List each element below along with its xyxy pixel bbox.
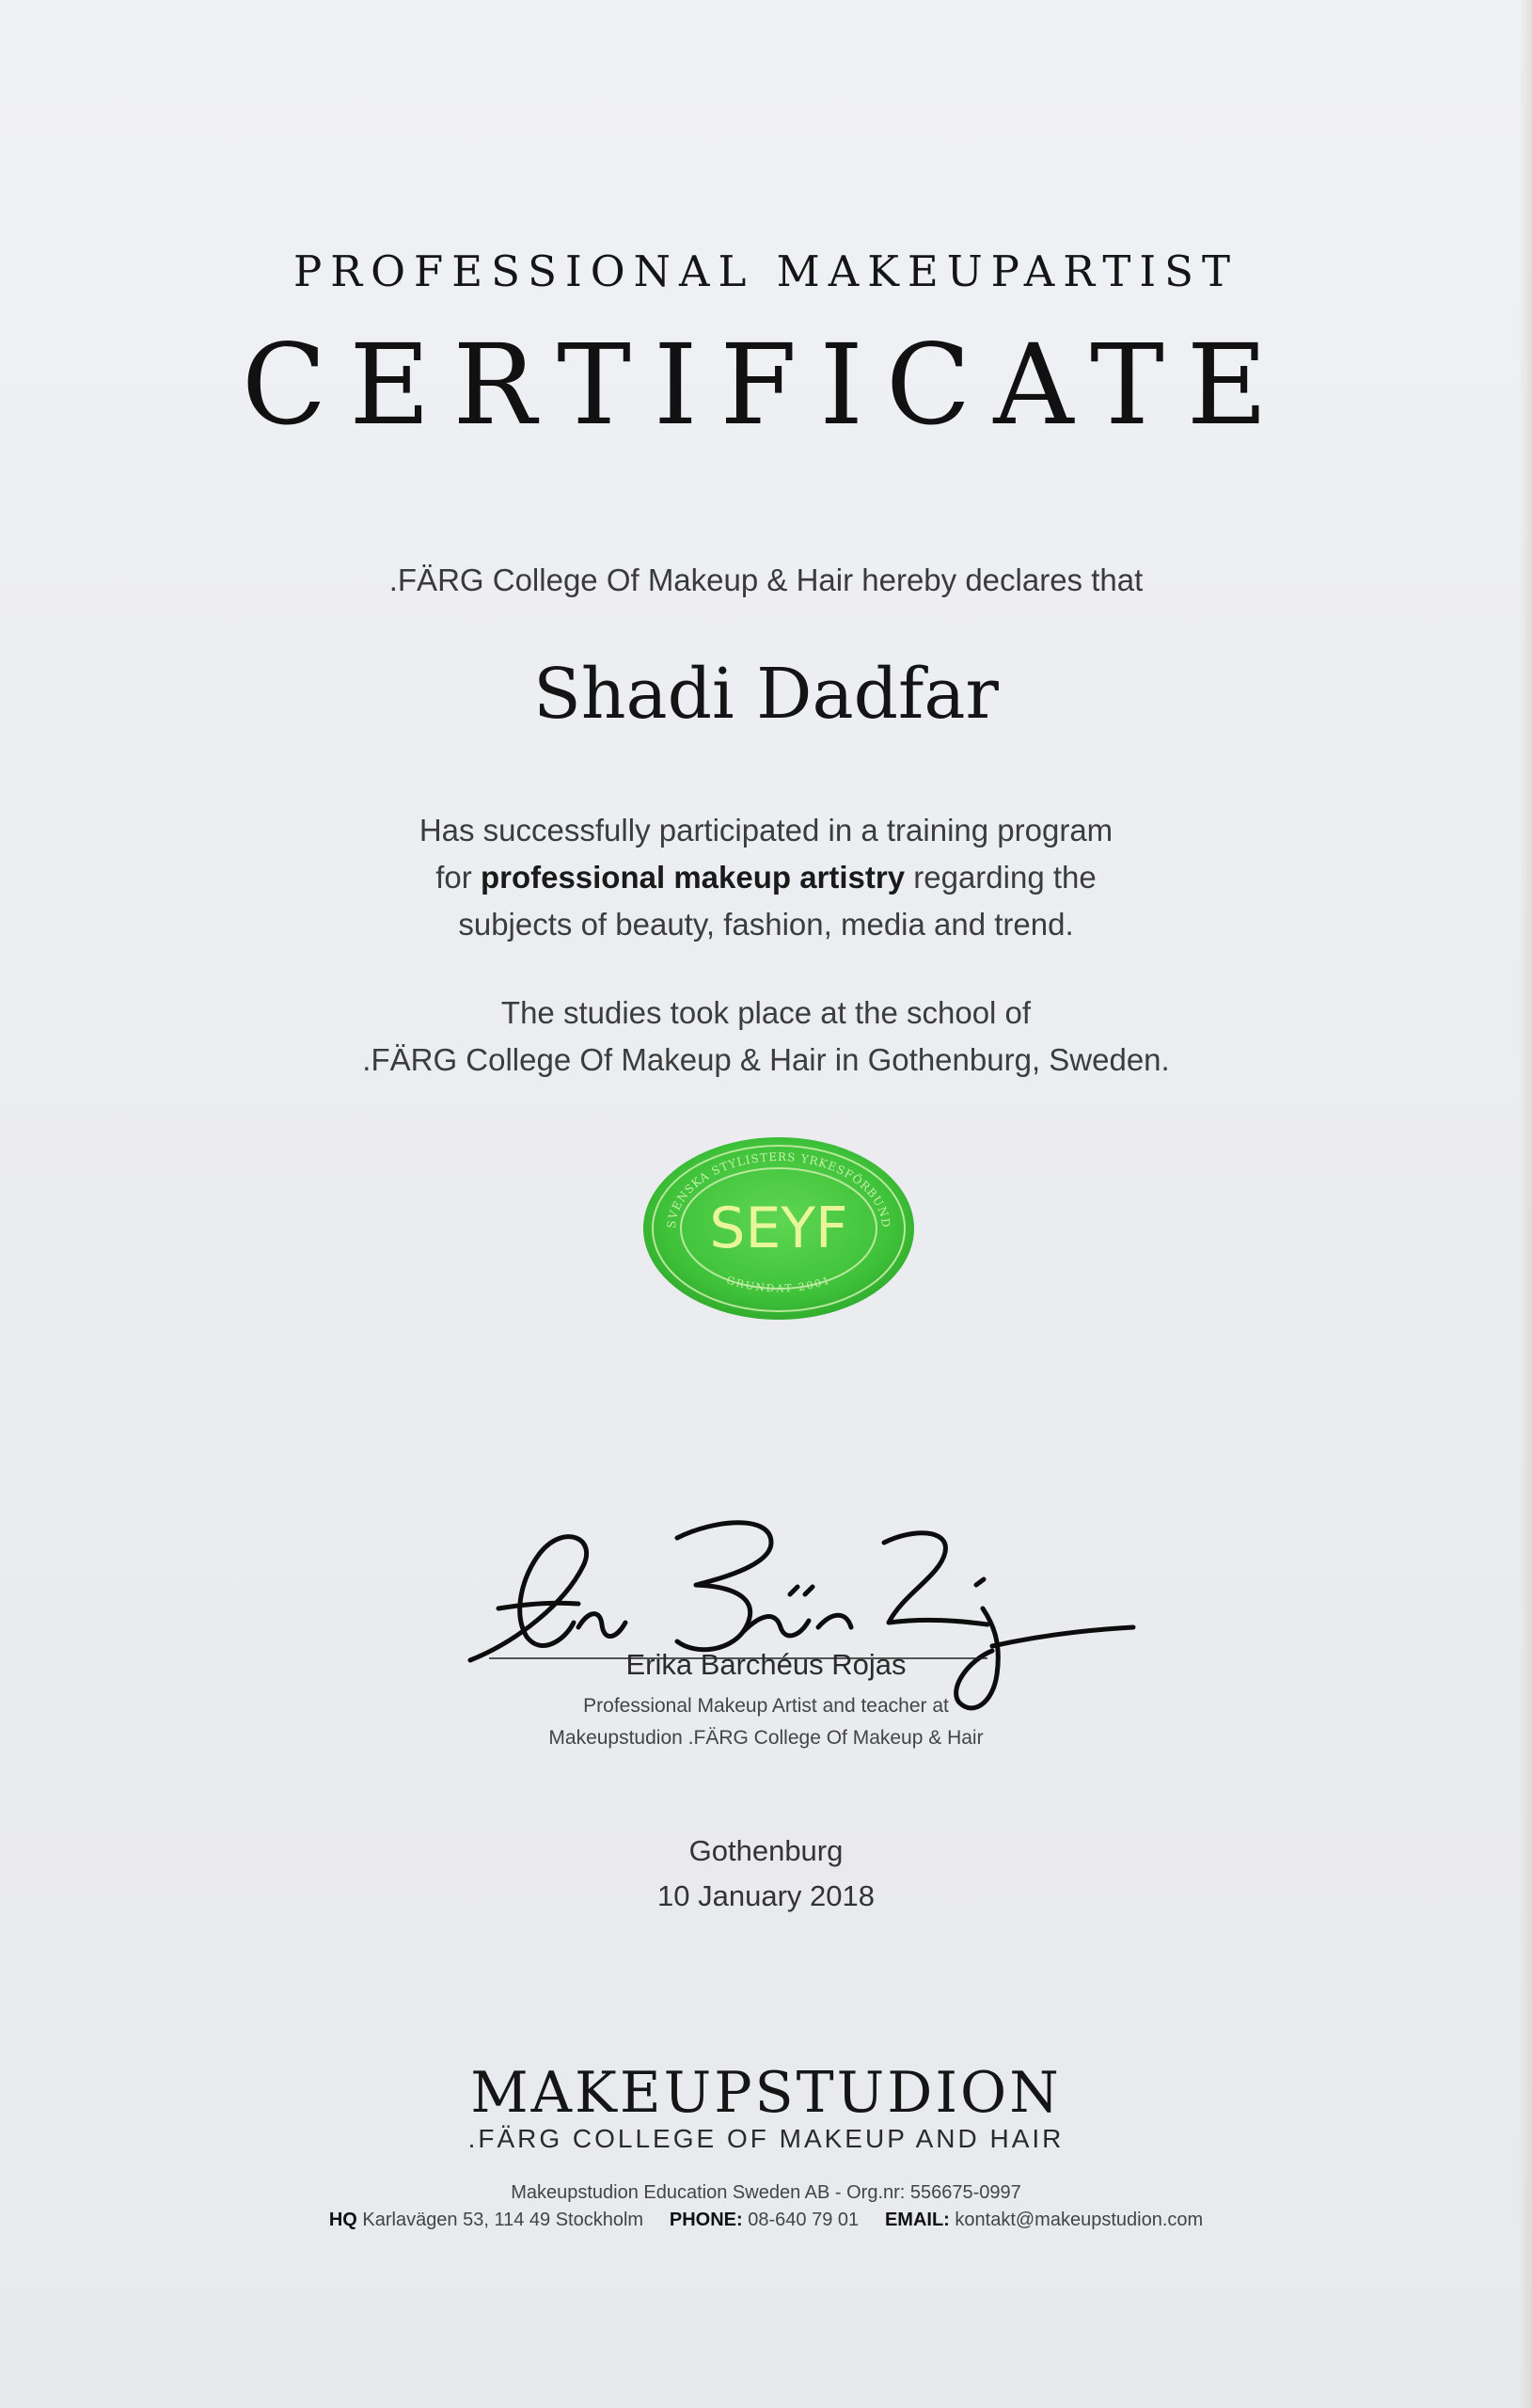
email-address: kontakt@makeupstudion.com bbox=[955, 2210, 1204, 2230]
signer-name: Erika Barchéus Rojas bbox=[625, 1648, 907, 1681]
phone-label: PHONE: bbox=[669, 2210, 743, 2230]
signature-stroke-ar bbox=[743, 1617, 809, 1636]
signature-stroke-tail bbox=[992, 1627, 1133, 1646]
issue-date: 10 January 2018 bbox=[657, 1879, 875, 1912]
signer-role-line-2: Makeupstudion .FÄRG College Of Makeup & Hair bbox=[548, 1727, 984, 1749]
participation-line-2-prefix: for bbox=[435, 860, 481, 895]
location-line-1: The studies took place at the school of bbox=[500, 995, 1032, 1030]
email-label: EMAIL: bbox=[884, 2210, 950, 2230]
location-paragraph bbox=[0, 990, 1532, 1084]
brand-subtitle: .FÄRG COLLEGE OF MAKEUP AND HAIR bbox=[467, 2124, 1065, 2153]
signature-stroke-c bbox=[818, 1615, 851, 1627]
signature-image bbox=[461, 1500, 1138, 1726]
declaration-text: .FÄRG College Of Makeup & Hair hereby declares that bbox=[388, 562, 1144, 597]
hq-address: Karlavägen 53, 114 49 Stockholm bbox=[362, 2210, 644, 2230]
program-name: professional makeup artistry bbox=[480, 860, 906, 895]
location-line-2: .FÄRG College Of Makeup & Hair in Gothenburg, Sweden. bbox=[362, 1042, 1170, 1077]
participation-line-1: Has successfully participated in a training program bbox=[419, 813, 1113, 848]
signature-stroke-r bbox=[884, 1533, 987, 1624]
participation-line-2-suffix: regarding the bbox=[905, 860, 1097, 895]
signature-stroke-b bbox=[677, 1523, 771, 1650]
seal-ring-bottom-text: GRUNDAT 2001 bbox=[724, 1274, 833, 1295]
participation-paragraph bbox=[0, 807, 1532, 948]
participation-line-3: subjects of beauty, fashion, media and trend. bbox=[458, 907, 1074, 942]
company-info: Makeupstudion Education Sweden AB - Org.nr: 556675-0997 bbox=[511, 2182, 1021, 2203]
seal-text: SEYF bbox=[709, 1196, 848, 1261]
signature-stroke-e-bar bbox=[498, 1603, 578, 1608]
brand-logo-text: MAKEUPSTUDION bbox=[470, 2060, 1062, 2126]
signature-stroke-dots bbox=[790, 1587, 813, 1594]
phone-number: 08-640 79 01 bbox=[748, 2210, 860, 2230]
recipient-name: Shadi Dadfar bbox=[533, 654, 999, 735]
hq-label: HQ bbox=[328, 2210, 357, 2230]
certificate-title: CERTIFICATE bbox=[242, 320, 1290, 450]
signature-stroke-e bbox=[470, 1537, 587, 1660]
issue-place: Gothenburg bbox=[688, 1834, 844, 1867]
signature-stroke-ri bbox=[578, 1614, 625, 1637]
participation-line-2 bbox=[0, 854, 1532, 901]
certificate-subtitle: PROFESSIONAL MAKEUPARTIST bbox=[292, 246, 1240, 296]
signer-role-line-1: Professional Makeup Artist and teacher at bbox=[583, 1695, 949, 1717]
signature-stroke-j-dot bbox=[976, 1579, 984, 1585]
contact-footer bbox=[0, 2210, 1532, 2231]
seyf-seal bbox=[641, 1134, 916, 1323]
seal-ring-top-text: SVENSKA STYLISTERS YRKESFÖRBUND bbox=[664, 1149, 893, 1229]
